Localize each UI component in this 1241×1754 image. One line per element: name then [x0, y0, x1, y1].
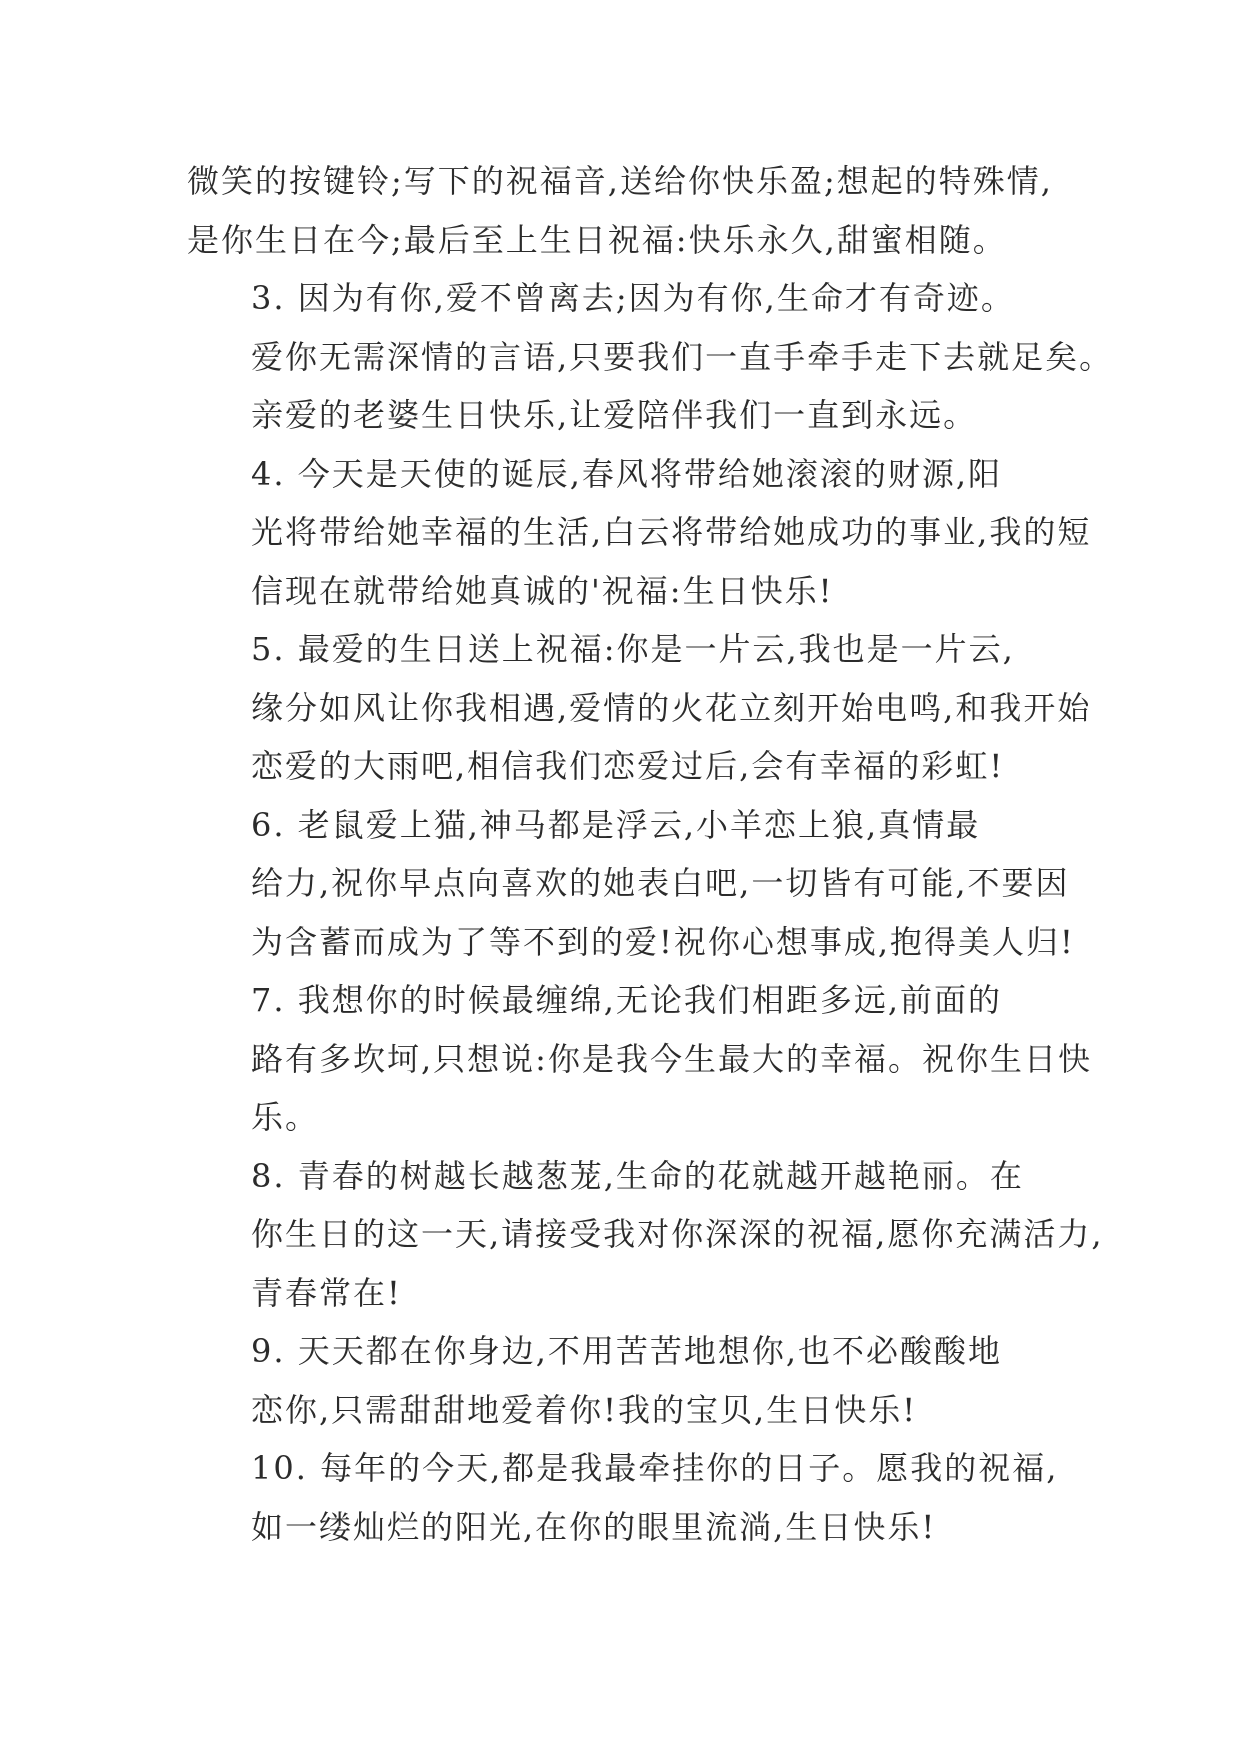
- paragraph: [187, 1322, 1067, 1439]
- text-line: 10. 每年的今天,都是我最牵挂你的日子。愿我的祝福,: [251, 1449, 1059, 1487]
- text-line: 光将带给她幸福的生活,白云将带给她成功的事业,我的短: [251, 513, 1092, 551]
- text-line: 6. 老鼠爱上猫,神马都是浮云,小羊恋上狼,真情最: [251, 805, 981, 844]
- paragraph: [187, 796, 1075, 972]
- text-line: 如一缕灿烂的阳光,在你的眼里流淌,生日快乐!: [251, 1507, 937, 1546]
- paragraph: [187, 971, 1092, 1147]
- text-line: 你生日的这一天,请接受我对你深深的祝福,愿你充满活力,: [251, 1215, 1104, 1253]
- text-line: 亲爱的老婆生日快乐,让爱陪伴我们一直到永远。: [251, 396, 978, 434]
- text-line: 缘分如风让你我相遇,爱情的火花立刻开始电鸣,和我开始: [251, 688, 1092, 727]
- text-line: 信现在就带给她真诚的'祝福:生日快乐!: [251, 571, 834, 610]
- text-line: 给力,祝你早点向喜欢的她表白吧,一切皆有可能,不要因: [251, 864, 1070, 902]
- paragraph: [187, 620, 1092, 796]
- paragraph: [187, 1147, 1104, 1323]
- text-line: 微笑的按键铃;写下的祝福音,送给你快乐盈;想起的特殊情,: [187, 162, 1053, 200]
- text-line: 青春常在!: [251, 1273, 402, 1312]
- paragraph: [187, 152, 1067, 269]
- text-line: 爱你无需深情的言语,只要我们一直手牵手走下去就足矣。: [251, 337, 1114, 376]
- text-line: 3. 因为有你,爱不曾离去;因为有你,生命才有奇迹。: [251, 279, 1015, 317]
- paragraph: [187, 445, 1092, 621]
- paragraph: [187, 1439, 1067, 1556]
- text-line: 路有多坎坷,只想说:你是我今生最大的幸福。祝你生日快: [251, 1039, 1092, 1078]
- text-line: 4. 今天是天使的诞辰,春风将带给她滚滚的财源,阳: [251, 454, 1003, 493]
- text-line: 为含蓄而成为了等不到的爱!祝你心想事成,抱得美人归!: [251, 922, 1075, 961]
- text-line: 恋爱的大雨吧,相信我们恋爱过后,会有幸福的彩虹!: [251, 747, 1005, 785]
- text-line: 8. 青春的树越长越葱茏,生命的花就越开越艳丽。在: [251, 1156, 1024, 1195]
- paragraph: [187, 269, 1114, 445]
- text-line: 5. 最爱的生日送上祝福:你是一片云,我也是一片云,: [251, 630, 1015, 668]
- document-body: [187, 152, 1114, 1556]
- text-line: 7. 我想你的时候最缠绵,无论我们相距多远,前面的: [251, 981, 1003, 1019]
- text-line: 9. 天天都在你身边,不用苦苦地想你,也不必酸酸地: [251, 1332, 1003, 1370]
- text-line: 恋你,只需甜甜地爱着你!我的宝贝,生日快乐!: [251, 1390, 918, 1429]
- text-line: 乐。: [251, 1098, 320, 1136]
- text-line: 是你生日在今;最后至上生日祝福:快乐永久,甜蜜相随。: [187, 220, 1007, 259]
